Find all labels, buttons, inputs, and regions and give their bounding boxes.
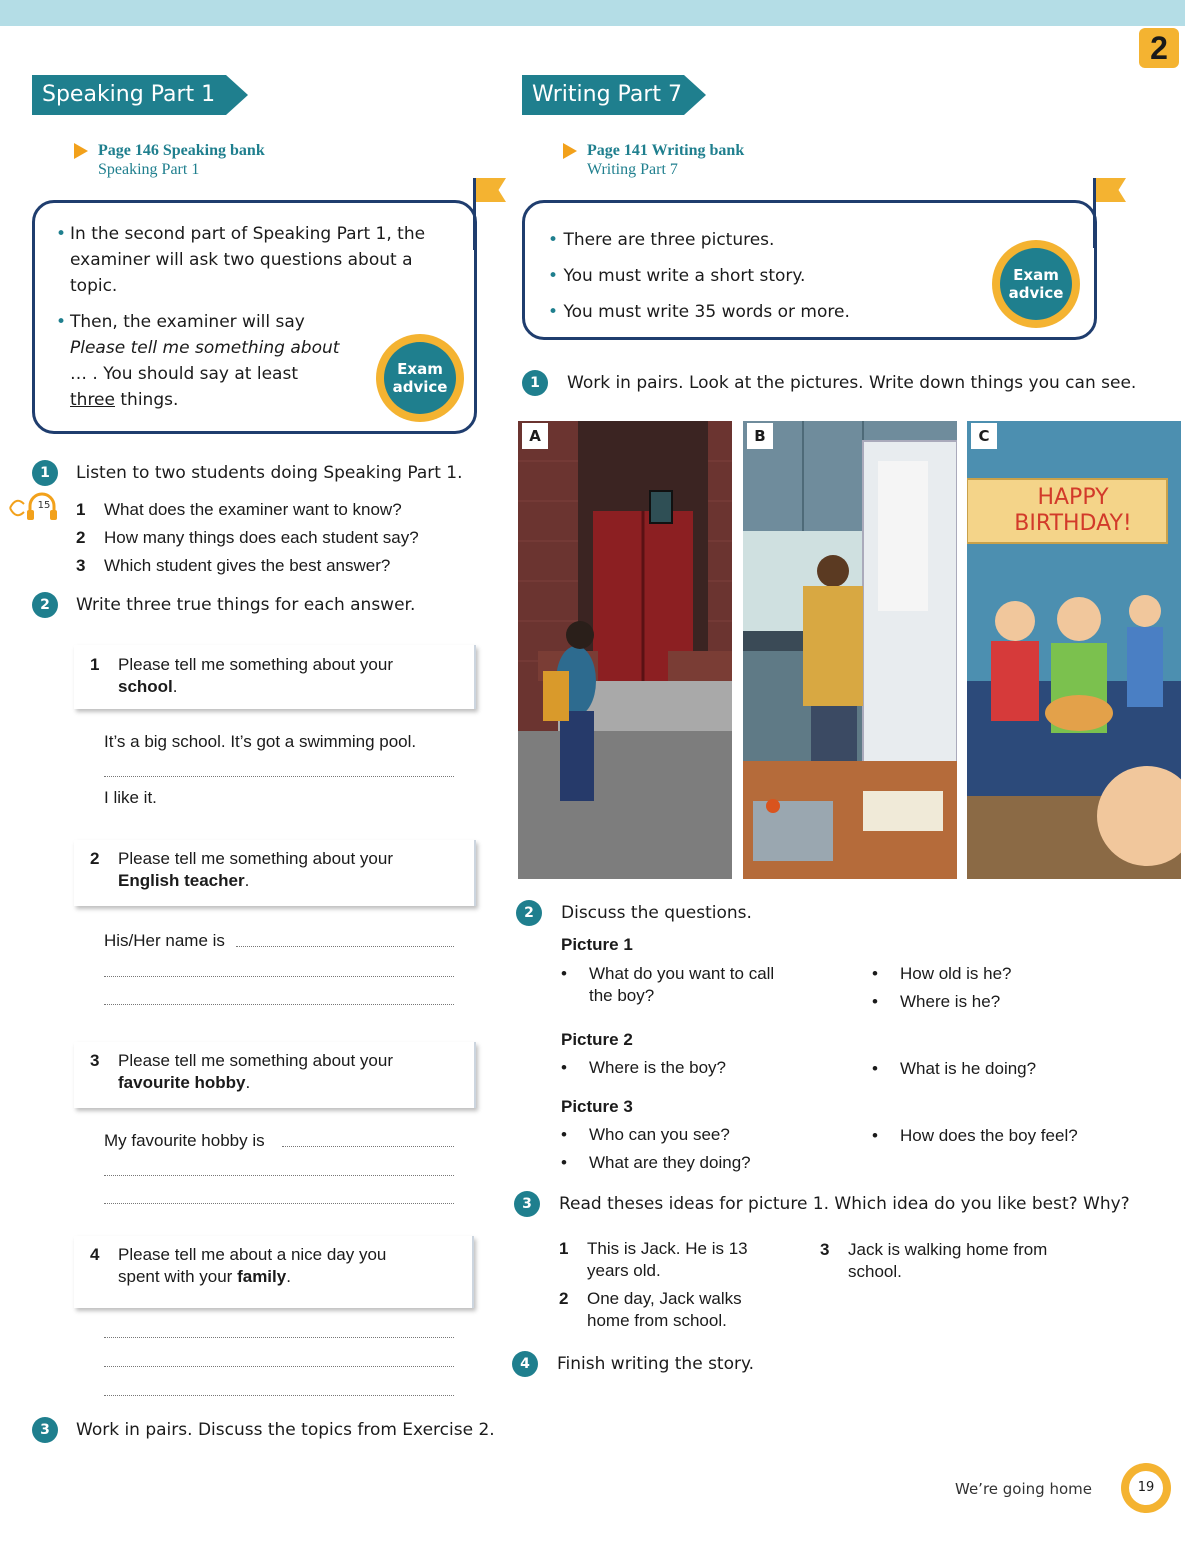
advice-bullet: You must write a short story. (563, 266, 806, 286)
prompt-number: 1 (90, 655, 100, 674)
picture-1-question: • How old is he? (872, 964, 1012, 983)
advice-bullet-2c: … . You should say at least (70, 364, 298, 384)
idea-text: Jack is walking home from school. (848, 1240, 1048, 1281)
prompt-end: . (244, 871, 250, 890)
picture-1-heading: Picture 1 (561, 935, 633, 954)
prompt-topic: family (237, 1267, 287, 1286)
picture-b (743, 421, 957, 879)
advice-bullet-2b: Please tell me something about (70, 338, 340, 358)
flag-pole (1093, 178, 1096, 248)
picture-a (518, 421, 732, 879)
picture-1-question: • What do you want to call the boy? (561, 963, 781, 1007)
prompt-number: 3 (90, 1051, 100, 1070)
question-text: How does the boy feel? (900, 1126, 1078, 1145)
advice-bullet-2d: three (70, 390, 115, 410)
section-title-writing (522, 75, 684, 115)
idea-text: This is Jack. He is 13 years old. (587, 1239, 748, 1280)
answer-line[interactable] (104, 1366, 454, 1367)
unit-number-badge: 2 (1139, 28, 1179, 68)
picture-3-question: • What are they doing? (561, 1153, 751, 1172)
idea-number: 3 (820, 1240, 830, 1259)
answer-line[interactable] (282, 1146, 454, 1147)
exercise-1-questions (76, 496, 476, 580)
prompt-end: . (172, 677, 178, 696)
exercise-1-instruction: Listen to two students doing Speaking Part 1. (76, 463, 463, 483)
bank-ref-line1: Page 146 Speaking bank (98, 142, 265, 159)
question-text: Which student gives the best answer? (104, 556, 391, 575)
flag-icon (1096, 178, 1126, 202)
picture-label-b: B (747, 423, 773, 449)
bank-ref-line1: Page 141 Writing bank (587, 142, 745, 159)
question-number: 3 (76, 556, 86, 575)
flag-icon (476, 178, 506, 202)
bank-ref-line2: Writing Part 7 (587, 161, 678, 178)
writing-advice-text: • There are three pictures. • You must write a short story. • You must write 35 words or more. (548, 230, 850, 322)
bank-ref-line2: Speaking Part 1 (98, 161, 200, 178)
answer-line[interactable] (104, 1203, 454, 1204)
prompt-topic: English teacher (118, 871, 245, 890)
picture-1-question: • Where is he? (872, 992, 1001, 1011)
page-number: 19 (1129, 1471, 1163, 1505)
idea-text: One day, Jack walks home from school. (587, 1289, 742, 1330)
idea-2 (559, 1288, 769, 1332)
flag-pole (473, 178, 476, 250)
picture-c (967, 421, 1181, 879)
right-exercise-2-instruction: Discuss the questions. (561, 903, 752, 923)
question-text: What is he doing? (900, 1059, 1037, 1078)
advice-bullet: There are three pictures. (563, 230, 775, 250)
question-text: How old is he? (900, 964, 1012, 983)
section-title-text: Writing Part 7 (532, 82, 682, 107)
play-arrow-icon (74, 143, 88, 159)
section-title-speaking (32, 75, 226, 115)
answer-line[interactable] (104, 1004, 454, 1005)
right-exercise-3-instruction: Read theses ideas for picture 1. Which idea do you like best? Why? (559, 1194, 1130, 1214)
prompt-text: Please tell me about a nice day you spent with your (118, 1245, 387, 1286)
tab-arrow (684, 75, 706, 115)
answer-line[interactable] (104, 976, 454, 977)
right-exercise-4-instruction: Finish writing the story. (557, 1354, 755, 1374)
prompt-topic: school (118, 677, 173, 696)
idea-3 (820, 1239, 1070, 1283)
picture-label-c: C (971, 423, 997, 449)
banner-line-2: BIRTHDAY! (1014, 511, 1132, 536)
exercise-number: 3 (32, 1417, 58, 1443)
idea-1 (559, 1238, 769, 1282)
question-number: 1 (76, 500, 86, 519)
answer-line[interactable] (104, 776, 454, 777)
question-text: Who can you see? (589, 1125, 730, 1144)
audio-track-icon[interactable] (8, 492, 60, 524)
exercise-number: 3 (514, 1191, 540, 1217)
answer-line[interactable] (236, 946, 454, 947)
question-text: Where is the boy? (589, 1058, 727, 1077)
writing-bank-reference[interactable] (587, 141, 887, 179)
question-text: What do you want to call the boy? (589, 964, 775, 1005)
section-title-text: Speaking Part 1 (42, 82, 216, 107)
question-text: Where is he? (900, 992, 1001, 1011)
banner-line-1: HAPPY (1037, 485, 1109, 510)
prompt-2 (90, 848, 460, 892)
question-text: What are they doing? (589, 1153, 751, 1172)
prompt-topic: favourite hobby (118, 1073, 246, 1092)
audio-track-number: 15 (37, 500, 51, 511)
prompt-end: . (286, 1267, 291, 1286)
exam-advice-label: Exam advice (384, 342, 456, 414)
play-arrow-icon (563, 143, 577, 159)
speaking-advice-text: • In the second part of Speaking Part 1, the examiner will ask two questions about a topic. • Then, the examiner will say Please tell me something about … . You should say at least three things. (56, 224, 426, 410)
exam-advice-label: Exam advice (1000, 248, 1072, 320)
right-exercise-1-instruction: Work in pairs. Look at the pictures. Write down things you can see. (567, 373, 1137, 393)
idea-number: 2 (559, 1289, 569, 1308)
exercise-number: 2 (516, 900, 542, 926)
top-color-band (0, 0, 1185, 26)
idea-number: 1 (559, 1239, 569, 1258)
exercise-number: 4 (512, 1351, 538, 1377)
prompt-1 (90, 654, 460, 698)
answer-2-line-1: His/Her name is (104, 931, 225, 950)
picture-2-heading: Picture 2 (561, 1030, 633, 1049)
prompt-number: 4 (90, 1245, 100, 1264)
answer-line[interactable] (104, 1337, 454, 1338)
picture-2-question: • Where is the boy? (561, 1058, 727, 1077)
answer-line[interactable] (104, 1395, 454, 1396)
prompt-text: Please tell me something about your (118, 655, 393, 674)
advice-bullet-1: In the second part of Speaking Part 1, the examiner will ask two questions about a topic. (70, 224, 426, 296)
question-number: 2 (76, 528, 86, 547)
footer-unit-title: We’re going home (955, 1480, 1092, 1498)
question-text: What does the examiner want to know? (104, 500, 402, 519)
exercise-3-instruction: Work in pairs. Discuss the topics from Exercise 2. (76, 1420, 495, 1440)
picture-label-a: A (522, 423, 548, 449)
exam-advice-badge (992, 240, 1080, 328)
birthday-banner (983, 479, 1163, 543)
exercise-number: 2 (32, 592, 58, 618)
exam-advice-badge (376, 334, 464, 422)
picture-3-question: • How does the boy feel? (872, 1126, 1078, 1145)
answer-line[interactable] (104, 1175, 454, 1176)
picture-3-heading: Picture 3 (561, 1097, 633, 1116)
exercise-number: 1 (32, 460, 58, 486)
picture-2-question: • What is he doing? (872, 1059, 1037, 1078)
answer-1-line-1: It’s a big school. It’s got a swimming pool. (104, 732, 417, 751)
prompt-4 (90, 1244, 430, 1288)
exercise-number: 1 (522, 370, 548, 396)
exercise-2-instruction: Write three true things for each answer. (76, 595, 416, 615)
advice-bullet-2a: Then, the examiner will say (70, 312, 305, 332)
advice-bullet-2e: things. (120, 390, 179, 410)
advice-bullet: You must write 35 words or more. (563, 302, 850, 322)
prompt-end: . (245, 1073, 251, 1092)
answer-3-line-1: My favourite hobby is (104, 1131, 265, 1150)
prompt-text: Please tell me something about your (118, 849, 393, 868)
question-text: How many things does each student say? (104, 528, 419, 547)
tab-arrow (226, 75, 248, 115)
picture-3-question: • Who can you see? (561, 1125, 730, 1144)
prompt-3 (90, 1050, 460, 1094)
answer-1-line-2: I like it. (104, 788, 157, 807)
prompt-number: 2 (90, 849, 100, 868)
page-number-badge (1121, 1463, 1171, 1513)
speaking-bank-reference[interactable] (98, 141, 398, 179)
prompt-text: Please tell me something about your (118, 1051, 393, 1070)
